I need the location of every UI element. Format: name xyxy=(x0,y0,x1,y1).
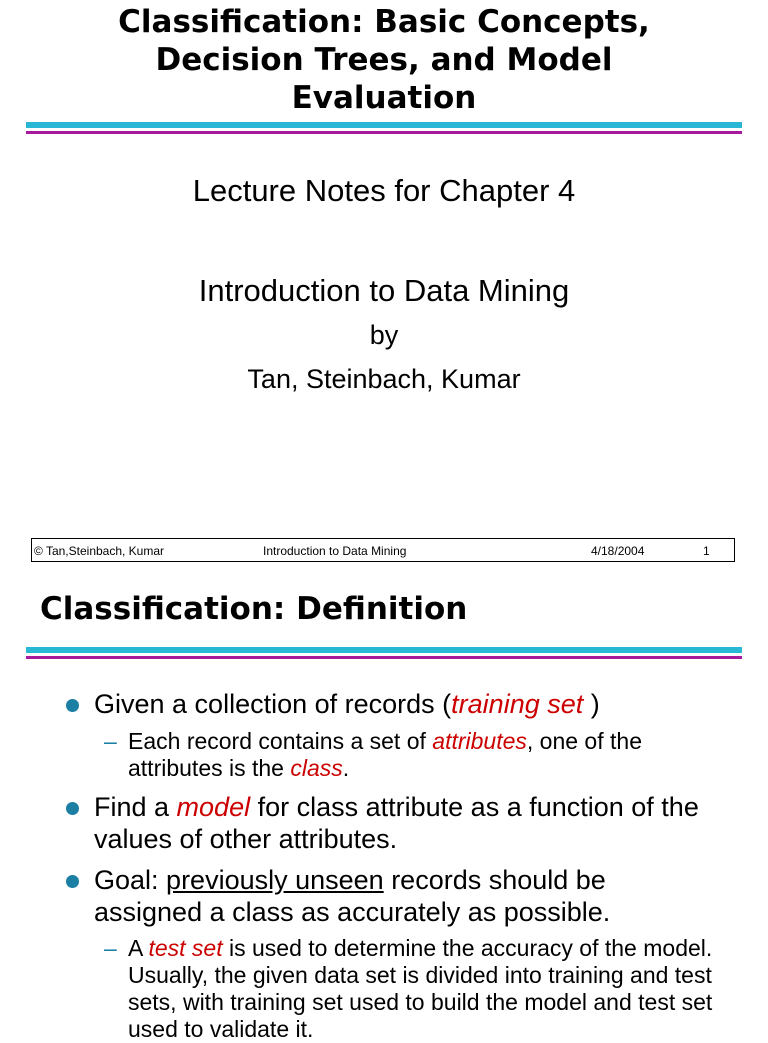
title-rule-magenta xyxy=(26,131,742,134)
dash-icon: – xyxy=(104,935,117,961)
slide1-title xyxy=(0,0,768,117)
footer-page-number: 1 xyxy=(703,544,710,558)
term-attributes: attributes xyxy=(432,728,527,754)
footer-date: 4/18/2004 xyxy=(591,544,645,558)
slide2-rule-cyan xyxy=(26,647,742,653)
footer-copyright: © Tan,Steinbach, Kumar xyxy=(34,544,165,558)
slide2-title: Classification: Definition xyxy=(40,591,468,627)
slide1-authors: Tan, Steinbach, Kumar xyxy=(247,364,521,394)
slide1-title-line2: Decision Trees, and Model xyxy=(155,42,613,78)
dash-icon: – xyxy=(104,728,117,754)
slide1-by: by xyxy=(369,320,399,350)
slide2-rule-magenta xyxy=(26,656,742,659)
slide1-subtitle: Lecture Notes for Chapter 4 xyxy=(192,173,576,208)
slide1-footer xyxy=(31,538,735,562)
slide1-title-line3: Evaluation xyxy=(291,80,477,116)
term-previously-unseen: previously unseen xyxy=(166,865,384,895)
term-training-set: training set xyxy=(451,689,584,719)
slide1-title-line1: Classification: Basic Concepts, xyxy=(118,4,650,40)
term-test-set: test set xyxy=(148,935,223,961)
bullet-icon xyxy=(66,875,79,888)
footer-course: Introduction to Data Mining xyxy=(263,544,407,558)
term-class: class xyxy=(290,755,343,781)
bullet-icon xyxy=(66,699,79,712)
term-model: model xyxy=(176,792,251,822)
title-rule-cyan xyxy=(26,122,742,128)
slide1-book-title: Introduction to Data Mining xyxy=(198,273,570,308)
bullet-icon xyxy=(66,802,79,815)
